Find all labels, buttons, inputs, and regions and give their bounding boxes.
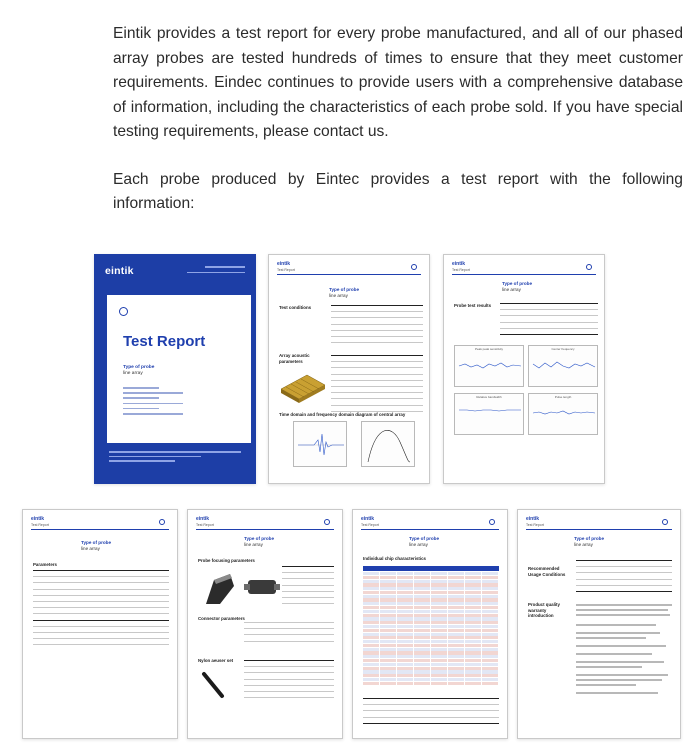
report-page-focusing: eintik Test Report Type of probe line array Probe focusing parameters Connector parameters Nylon aeuser set [187, 509, 343, 739]
report-page-conditions: eintik Test Report Type of probe line array Test conditions Array acoustic parameters Time domain and frequency domain diagram of central array [268, 254, 430, 484]
brand-logo: eintik Test Report [277, 261, 295, 272]
target-icon [586, 264, 592, 270]
connector-illustration [244, 570, 280, 604]
nylon-set-illustration [200, 670, 228, 700]
target-icon [489, 519, 495, 525]
report-cover-page [94, 254, 256, 484]
result-chart-4: Pulse length [528, 393, 598, 435]
brand-logo: eintik Test Report [196, 516, 214, 527]
probe-logo-icon [119, 307, 128, 316]
probe-array-illustration [277, 367, 329, 407]
brand-logo: eintik Test Report [452, 261, 470, 272]
cover-title: Test Report [123, 333, 206, 350]
chip-table [363, 566, 499, 685]
cover-sheet [107, 295, 251, 443]
result-chart-1: Peak peak sensitivity [454, 345, 524, 387]
result-chart-3: Relative bandwidth [454, 393, 524, 435]
brand-logo: eintik [105, 265, 134, 277]
target-icon [159, 519, 165, 525]
intro-text [113, 22, 683, 217]
brand-logo: eintik Test Report [361, 516, 379, 527]
frequency-domain-chart [361, 421, 415, 467]
target-icon [411, 264, 417, 270]
report-page-chip: eintik Test Report Type of probe line array Individual chip characteristics [352, 509, 508, 739]
intro-paragraph-2: Each probe produced by Eintec provides a test report with the following information: [113, 170, 683, 212]
brand-logo: eintik Test Report [31, 516, 49, 527]
probe-wedge-illustration [200, 568, 240, 608]
intro-paragraph-1: Eintik provides a test report for every probe manufactured, and all of our phased array probes are tested hundreds of times to ensure that they meet customer requirements. Eindec continues to provide users with a comprehensive database of information, including the characteristics of each probe sold. If you have special testing requirements, please contact us. [113, 25, 683, 140]
brand-logo: eintik Test Report [526, 516, 544, 527]
report-page-parameters: eintik Test Report Type of probe line array Parameters [22, 509, 178, 739]
result-chart-2: Center frequency [528, 345, 598, 387]
report-page-usage: eintik Test Report Type of probe line array Recommended Usage Conditions Product quality warranty introduction [517, 509, 681, 739]
report-page-results: eintik Test Report Type of probe line array Probe test results Peak peak sensitivity Center frequency Relative bandwidth Pulse length [443, 254, 605, 484]
cover-probe-type: Type of probe line array [123, 365, 155, 377]
time-domain-chart [293, 421, 347, 467]
target-icon [324, 519, 330, 525]
target-icon [662, 519, 668, 525]
